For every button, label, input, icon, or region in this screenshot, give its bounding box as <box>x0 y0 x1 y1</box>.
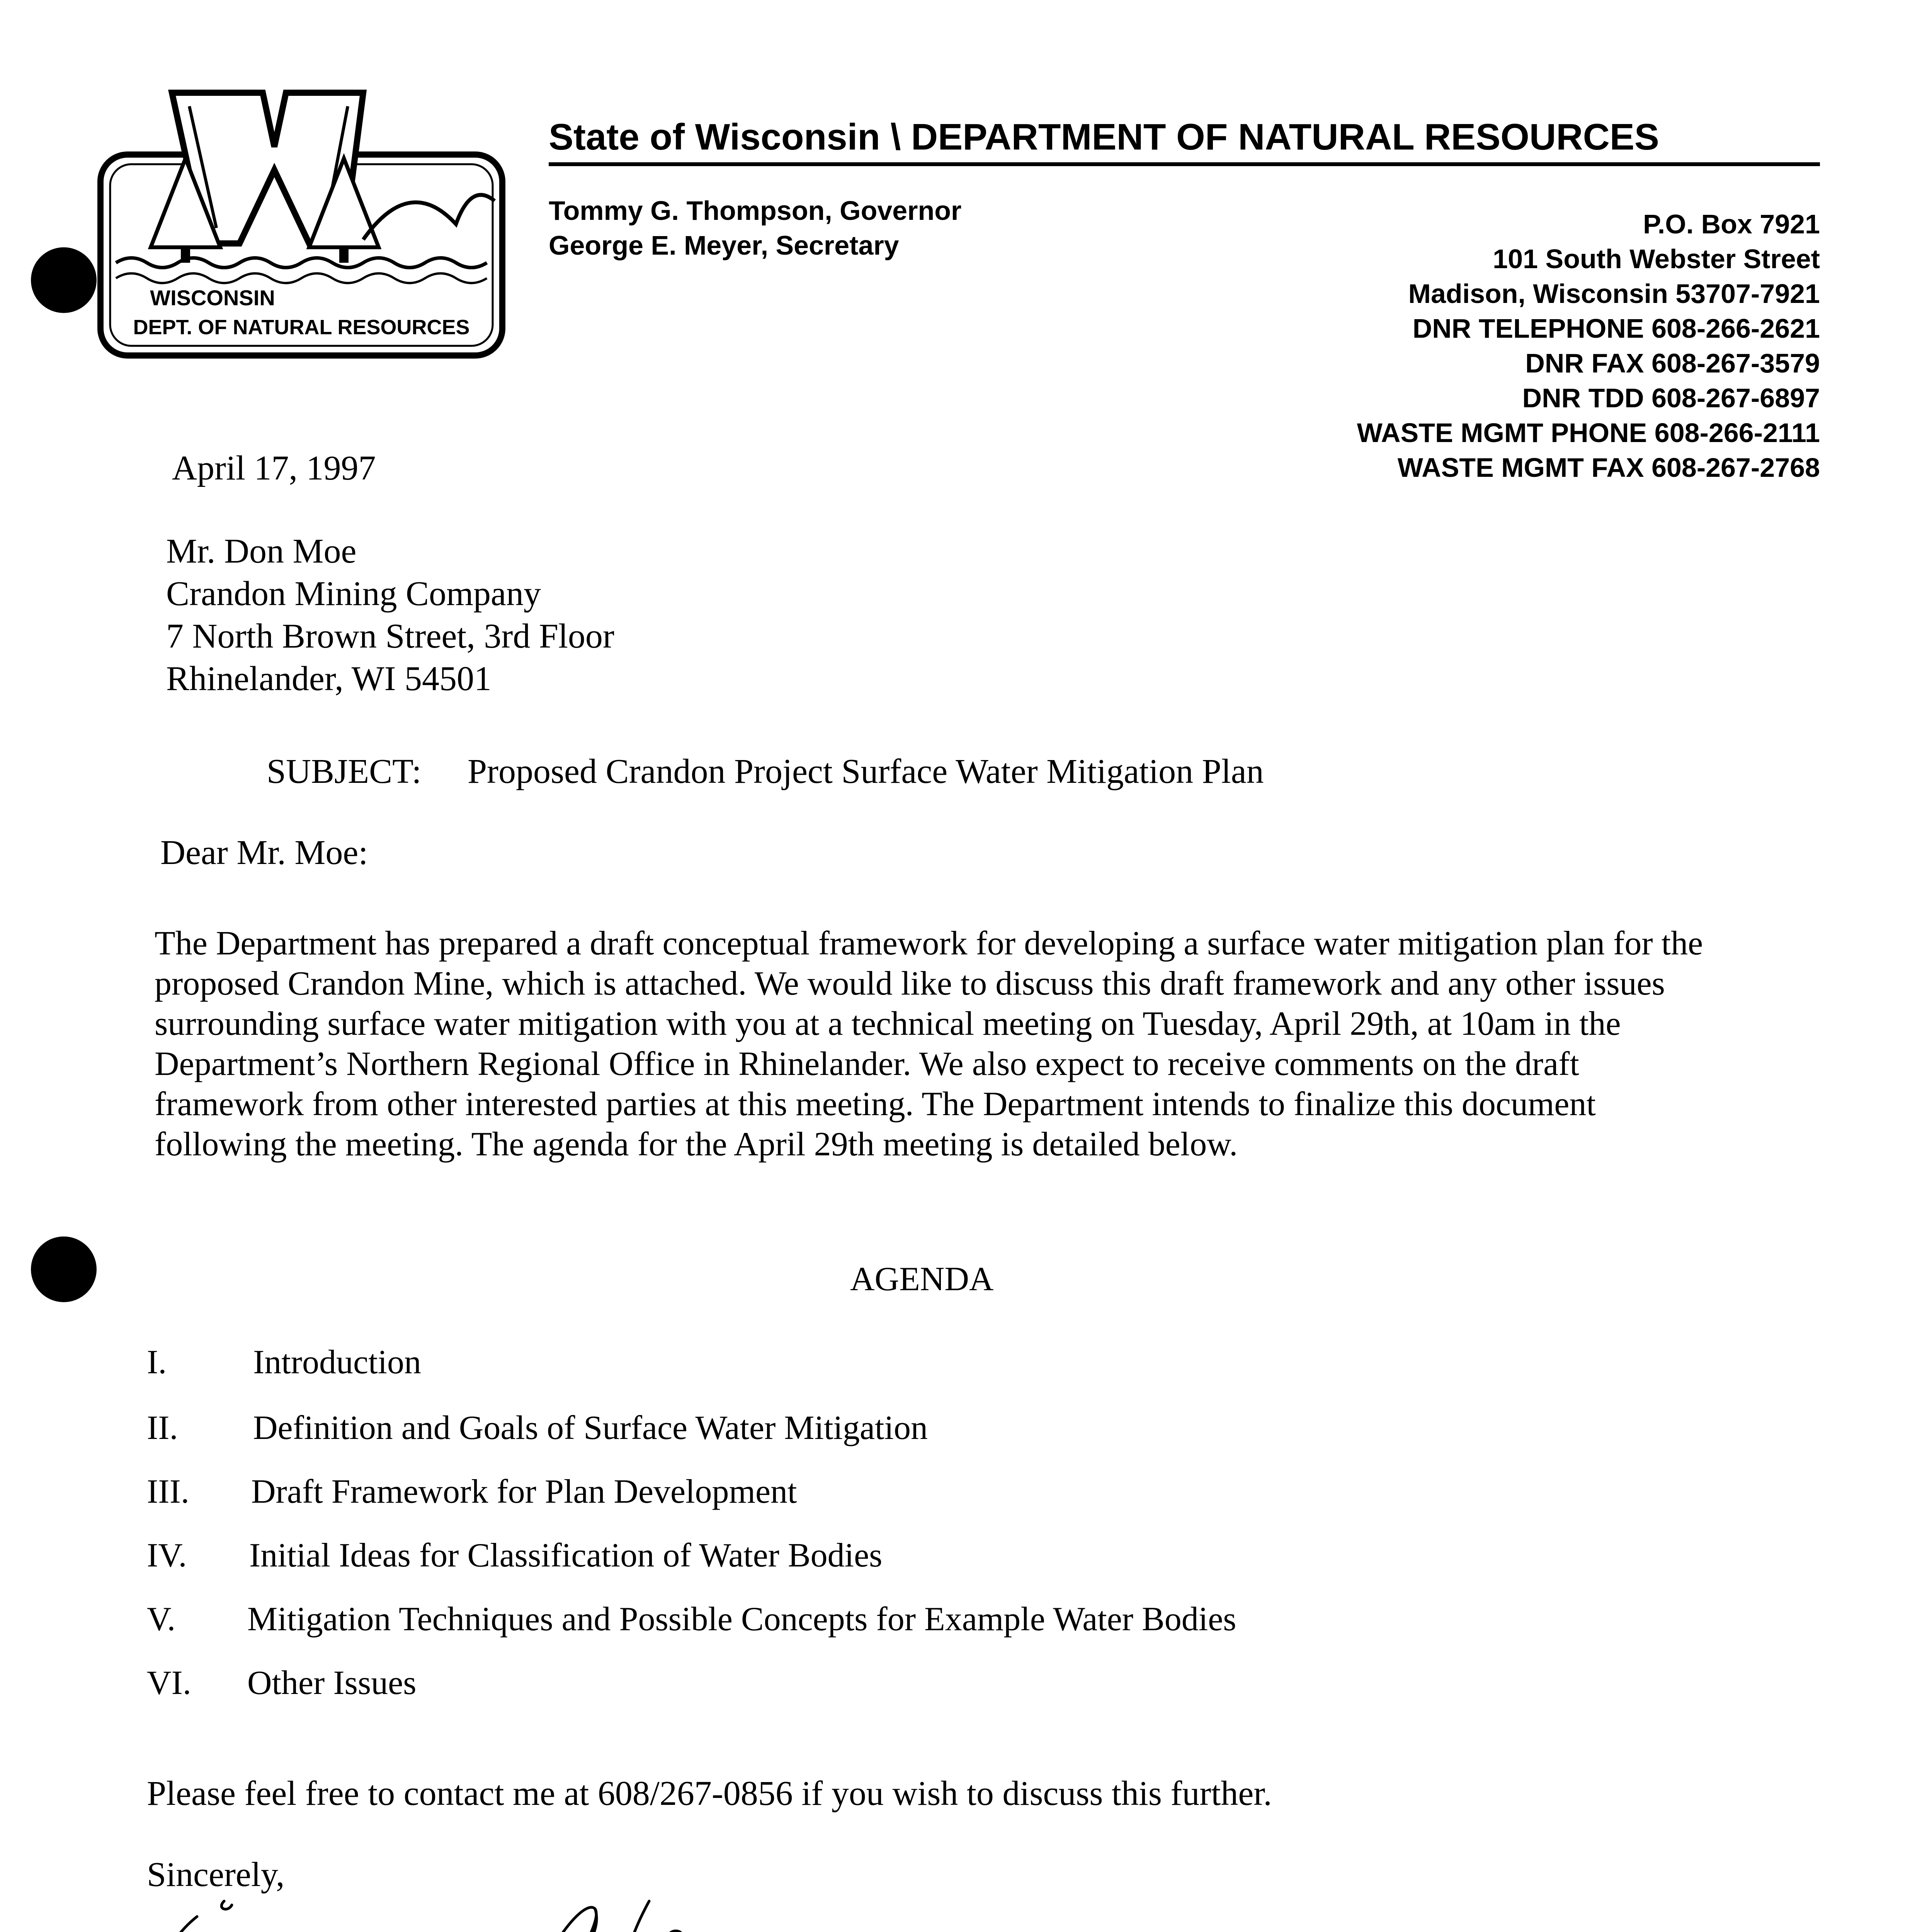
agenda-item-text: Definition and Goals of Surface Water Mitigation <box>253 1409 928 1447</box>
agenda-item-number: I. <box>147 1344 167 1381</box>
agenda-item-text: Introduction <box>253 1344 422 1381</box>
logo-hills <box>363 195 495 240</box>
dnr-tdd: DNR TDD 608-267-6897 <box>1522 383 1820 413</box>
governor-line: Tommy G. Thompson, Governor <box>549 196 962 226</box>
punch-hole <box>31 1236 97 1302</box>
logo-text-dept: DEPT. OF NATURAL RESOURCES <box>133 316 470 339</box>
agenda-item-number: VI. <box>147 1664 191 1702</box>
dnr-logo <box>93 85 510 363</box>
punch-hole <box>31 247 97 313</box>
agenda-title: AGENDA <box>850 1260 994 1298</box>
agenda-item-text: Draft Framework for Plan Development <box>251 1473 797 1510</box>
agenda-item-number: IV. <box>147 1537 187 1574</box>
logo-waves <box>116 258 487 268</box>
contact-block <box>1357 207 1820 485</box>
street-address: 101 South Webster Street <box>1493 244 1820 274</box>
agenda-item-number: V. <box>147 1600 176 1638</box>
recipient-city: Rhinelander, WI 54501 <box>166 660 492 698</box>
dnr-fax: DNR FAX 608-267-3579 <box>1525 348 1820 378</box>
agenda-item-text: Mitigation Techniques and Possible Concepts for Example Water Bodies <box>247 1600 1236 1638</box>
agenda-item-number: II. <box>147 1409 178 1447</box>
sign-off: Sincerely, <box>147 1855 285 1894</box>
salutation: Dear Mr. Moe: <box>160 833 368 872</box>
po-box: P.O. Box 7921 <box>1643 209 1820 239</box>
city-state-zip: Madison, Wisconsin 53707-7921 <box>1408 279 1820 309</box>
agenda-item-text: Other Issues <box>247 1664 417 1702</box>
closing-note: Please feel free to contact me at 608/267-0856 if you wish to discuss this further. <box>147 1774 1272 1813</box>
header-rule <box>549 162 1820 166</box>
logo-text-wisconsin: WISCONSIN <box>150 286 275 310</box>
dnr-telephone: DNR TELEPHONE 608-266-2621 <box>1412 313 1820 344</box>
waste-mgmt-fax: WASTE MGMT FAX 608-267-2768 <box>1397 452 1820 483</box>
recipient-street: 7 North Brown Street, 3rd Floor <box>166 617 614 655</box>
recipient-name: Mr. Don Moe <box>166 532 357 570</box>
recipient-company: Crandon Mining Company <box>166 575 541 613</box>
waste-mgmt-phone: WASTE MGMT PHONE 608-266-2111 <box>1357 418 1820 448</box>
agenda-item-number: III. <box>147 1473 189 1510</box>
department-header: State of Wisconsin \ DEPARTMENT OF NATURAL RESOURCES <box>549 116 1659 158</box>
body-paragraph: The Department has prepared a draft conceptual framework for developing a surface water mitigation plan for the proposed Crandon Mine, which is attached. We would like to discuss this draft framework and any other issues surrounding surface water mitigation with you at a technical meeting on Tuesday, April 29th, at 10am in the Department’s Northern Regional Office in Rhinelander. We also expect to receive comments on the draft framework from other interested parties at this meeting. The Department intends to finalize this document following the meeting. The agenda for the April 29th meeting is detailed below. <box>155 925 1703 1163</box>
handwritten-signature <box>139 1886 835 1932</box>
secretary-line: George E. Meyer, Secretary <box>549 230 899 260</box>
subject-text: Proposed Crandon Project Surface Water Mitigation Plan <box>468 752 1264 791</box>
subject-label: SUBJECT: <box>267 752 422 791</box>
letter-date: April 17, 1997 <box>172 449 376 487</box>
agenda-item-text: Initial Ideas for Classification of Water Bodies <box>249 1537 883 1574</box>
